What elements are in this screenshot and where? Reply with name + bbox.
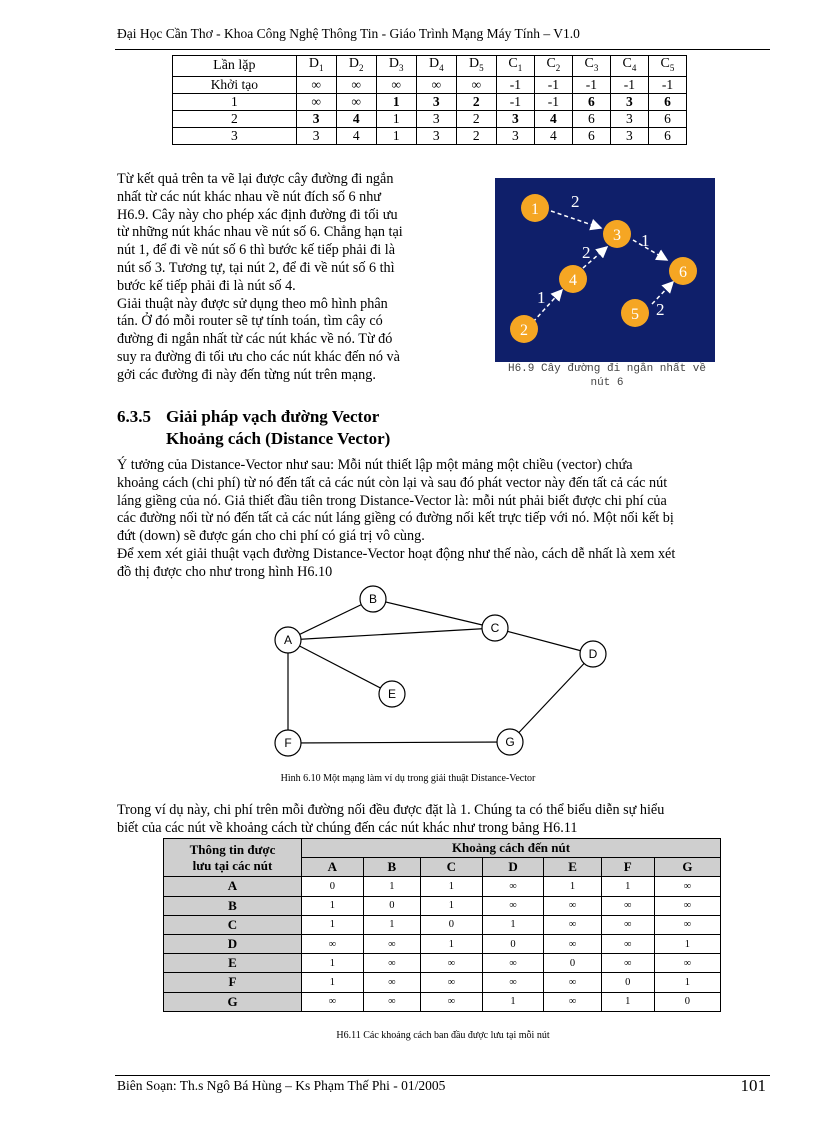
- table-header-cell: $D_4$: [416, 56, 456, 77]
- edge-g-d: [510, 654, 593, 742]
- column-header: C: [421, 858, 483, 877]
- figure-shortest-path-tree: [495, 178, 715, 362]
- column-header: A: [302, 858, 364, 877]
- graph-node: [379, 681, 405, 707]
- page-footer: Biên Soạn: Th.s Ngô Bá Hùng – Ks Phạm Thế Phi - 01/2005: [117, 1078, 446, 1093]
- caption-line: nút 6: [590, 377, 624, 389]
- iteration-table: [172, 55, 687, 145]
- table-header-cell: $C_1$: [496, 56, 534, 77]
- text-line: từ những nút khác nhau về nút số 6. Chẳng hạn tại: [117, 224, 403, 241]
- section-number: 6.3.5: [117, 407, 151, 426]
- table-cell: 3: [416, 127, 456, 144]
- table-cell: 1: [654, 934, 720, 953]
- tree-node: [621, 299, 649, 327]
- table-cell: 1: [482, 992, 544, 1011]
- svg-text:5: 5: [631, 306, 639, 323]
- figure-caption: [478, 362, 736, 390]
- text-line: các đường nối từ nó đến tất cả các nút láng giềng có đường nối kết trực tiếp với nó. Một nối kết bị: [117, 510, 674, 527]
- table-cell: ∞: [421, 973, 483, 992]
- network-graph: [260, 583, 620, 763]
- text-line: Để xem xét giải thuật vạch đường Distance-Vector hoạt động như thế nào, cách dễ nhất là xem xét: [117, 546, 676, 562]
- table-cell: 4: [336, 127, 376, 144]
- text-line: gởi các đường đi này đến từng nút trên mạng.: [117, 366, 376, 383]
- table-header-cell: Lần lặp: [173, 56, 297, 77]
- page-number: 101: [740, 1076, 766, 1095]
- svg-text:F: F: [284, 736, 292, 750]
- table-cell: 0: [601, 973, 654, 992]
- svg-text:G: G: [505, 735, 515, 749]
- table-cell: 1: [601, 877, 654, 896]
- table-row: [164, 877, 721, 896]
- table-cell: 4: [336, 110, 376, 127]
- table-cell: 1: [302, 973, 364, 992]
- table-cell: ∞: [296, 76, 336, 93]
- table-row: [164, 973, 721, 992]
- text-line: láng giềng của nó. Giả thiết đầu tiên trong Distance-Vector là: mỗi nút phải biết được chi phí của: [117, 492, 667, 509]
- row-header: D: [164, 934, 302, 953]
- row-header: G: [164, 992, 302, 1011]
- svg-text:2: 2: [520, 322, 528, 339]
- graph-node: [275, 627, 301, 653]
- figure-network-graph: [260, 583, 620, 763]
- table-cell: 4: [534, 110, 572, 127]
- graph-node: [275, 730, 301, 756]
- table-cell: ∞: [363, 992, 420, 1011]
- weight-label: 2: [656, 300, 665, 319]
- table-cell: -1: [534, 76, 572, 93]
- table-cell: 1: [421, 877, 483, 896]
- table-header-cell: $C_2$: [534, 56, 572, 77]
- table-cell: -1: [648, 76, 686, 93]
- table-cell: 1: [302, 915, 364, 934]
- table-cell: ∞: [336, 76, 376, 93]
- edge-a-c: [288, 628, 495, 640]
- edge-c-d: [495, 628, 593, 654]
- table-cell: ∞: [544, 934, 601, 953]
- text-line: biết của các nút về khoảng cách từ chúng đến các nút khác như trong bảng H6.11: [117, 819, 578, 836]
- paragraph-distance-vector-idea: [117, 457, 777, 546]
- table-cell: ∞: [601, 934, 654, 953]
- table-cell: ∞: [421, 992, 483, 1011]
- table-cell: ∞: [654, 954, 720, 973]
- text-line: khoảng cách (chi phí) từ nó đến tất cả các nút còn lại và sau đó phát vector này đến tất cả các nút: [117, 474, 668, 491]
- text-line: đứt (down) sẽ được gán cho chi phí có giá trị vô cùng.: [117, 528, 425, 545]
- table-cell: -1: [610, 76, 648, 93]
- table-cell: ∞: [654, 896, 720, 915]
- table-cell: ∞: [363, 973, 420, 992]
- paragraph-cost-explanation: [117, 802, 777, 838]
- tree-node: [669, 257, 697, 285]
- table-cell: 1: [173, 93, 297, 110]
- table-cell: ∞: [482, 877, 544, 896]
- row-header: F: [164, 973, 302, 992]
- table-cell: ∞: [302, 934, 364, 953]
- table-row: [173, 93, 687, 110]
- table-row: [164, 992, 721, 1011]
- text-line: suy ra đường đi tối ưu cho các nút khác đến nó và: [117, 348, 400, 365]
- svg-text:3: 3: [613, 227, 621, 244]
- table-cell: ∞: [296, 93, 336, 110]
- table-cell: 3: [173, 127, 297, 144]
- footer-rule: [115, 1075, 770, 1076]
- tree-node: [603, 220, 631, 248]
- column-header: G: [654, 858, 720, 877]
- svg-text:D: D: [588, 647, 598, 661]
- table-cell: 2: [456, 93, 496, 110]
- table-cell: 6: [572, 127, 610, 144]
- table-cell: 1: [363, 877, 420, 896]
- table-row: [164, 954, 721, 973]
- column-header: D: [482, 858, 544, 877]
- row-header: A: [164, 877, 302, 896]
- table-cell: 1: [376, 127, 416, 144]
- caption-line: H6.9 Cây đường đi ngắn nhất về: [507, 363, 707, 375]
- text-line: Trong ví dụ này, chi phí trên mỗi đường nối đều được đặt là 1. Chúng ta có thể biểu diễn sự hiểu: [117, 802, 665, 818]
- column-header: F: [601, 858, 654, 877]
- svg-text:A: A: [283, 633, 293, 647]
- table-cell: 2: [456, 110, 496, 127]
- table-cell: 0: [482, 934, 544, 953]
- header-rule: [115, 49, 770, 50]
- table-header-cell: $C_3$: [572, 56, 610, 77]
- table-cell: 1: [363, 915, 420, 934]
- text-line: nút số 3. Tương tự, tại nút 2, để đi về nút số 6 thì: [117, 259, 395, 276]
- table-cell: 1: [302, 954, 364, 973]
- table-cell: 3: [296, 110, 336, 127]
- page-header: Đại Học Cần Thơ - Khoa Công Nghệ Thông Tin - Giáo Trình Mạng Máy Tính – V1.0: [117, 26, 580, 41]
- text-line: bước kế tiếp phải đi là nút số 4.: [117, 277, 296, 294]
- column-header: E: [544, 858, 601, 877]
- table-row: [173, 110, 687, 127]
- table-cell: 6: [648, 110, 686, 127]
- table-row: [164, 934, 721, 953]
- table-cell: 6: [572, 110, 610, 127]
- column-header: B: [363, 858, 420, 877]
- table-cell: ∞: [654, 915, 720, 934]
- table-cell: 1: [601, 992, 654, 1011]
- table-cell: -1: [496, 93, 534, 110]
- table-header-cell: $D_5$: [456, 56, 496, 77]
- section-title-cont: Khoảng cách (Distance Vector): [166, 429, 391, 448]
- table-cell: 3: [416, 93, 456, 110]
- table-cell: 6: [572, 93, 610, 110]
- weight-label: 2: [571, 192, 580, 211]
- graph-node: [580, 641, 606, 667]
- table-row: [173, 76, 687, 93]
- tree-node: [510, 315, 538, 343]
- edge-b-c: [373, 599, 495, 628]
- table-cell: -1: [534, 93, 572, 110]
- edge-f-g: [288, 742, 510, 743]
- table-cell: ∞: [601, 915, 654, 934]
- table-cell: ∞: [601, 896, 654, 915]
- graph-node: [482, 615, 508, 641]
- table-cell: 2: [173, 110, 297, 127]
- text-line: tán. Ở đó mỗi router sẽ tự tính toán, tìm cây có: [117, 313, 383, 330]
- text-line: nhất từ các nút khác nhau về nút đích số 6 như: [117, 188, 381, 205]
- table-cell: ∞: [336, 93, 376, 110]
- graph-node: [360, 586, 386, 612]
- table-cell: 3: [610, 127, 648, 144]
- table-row: [173, 127, 687, 144]
- table-cell: 0: [421, 915, 483, 934]
- table-cell: 0: [363, 896, 420, 915]
- table-header-cell: $C_4$: [610, 56, 648, 77]
- table-header-cell: $D_3$: [376, 56, 416, 77]
- table-cell: ∞: [376, 76, 416, 93]
- table-header-cell: $D_1$: [296, 56, 336, 77]
- table-cell: ∞: [544, 992, 601, 1011]
- table-header-cell: $D_2$: [336, 56, 376, 77]
- paragraph-shortest-path-tree: [117, 171, 482, 385]
- table-cell: 3: [610, 93, 648, 110]
- table-row: [164, 915, 721, 934]
- weight-label: 1: [537, 288, 546, 307]
- table-cell: ∞: [363, 954, 420, 973]
- row-header: C: [164, 915, 302, 934]
- text-line: Từ kết quả trên ta vẽ lại được cây đường đi ngắn: [117, 171, 394, 187]
- text-line: Ý tưởng của Distance-Vector như sau: Mỗi nút thiết lập một mảng một chiều (vector) chứa: [117, 457, 633, 473]
- table-cell: 1: [302, 896, 364, 915]
- weight-label: 1: [641, 231, 650, 250]
- svg-text:E: E: [387, 687, 397, 701]
- table-cell: 0: [654, 992, 720, 1011]
- svg-text:B: B: [368, 592, 378, 606]
- text-line: đường đi ngắn nhất từ các nút khác về nó. Từ đó: [117, 331, 393, 348]
- table-cell: -1: [496, 76, 534, 93]
- table-cell: ∞: [302, 992, 364, 1011]
- table-cell: ∞: [544, 896, 601, 915]
- table-header-cell: $C_5$: [648, 56, 686, 77]
- table-cell: ∞: [544, 915, 601, 934]
- graph-node: [497, 729, 523, 755]
- text-line: Giải thuật này được sử dụng theo mô hình phân: [117, 295, 388, 312]
- table-cell: 3: [610, 110, 648, 127]
- table-cell: 2: [456, 127, 496, 144]
- table-cell: 0: [544, 954, 601, 973]
- table-row: [164, 896, 721, 915]
- table-cell: ∞: [482, 896, 544, 915]
- table-cell: ∞: [456, 76, 496, 93]
- distance-table: [163, 838, 721, 1012]
- svg-text:4: 4: [569, 272, 577, 289]
- row-header: E: [164, 954, 302, 973]
- row-header: B: [164, 896, 302, 915]
- table-cell: ∞: [544, 973, 601, 992]
- table-cell: 1: [421, 934, 483, 953]
- section-title: Giải pháp vạch đường Vector: [166, 407, 380, 426]
- table-cell: Khởi tạo: [173, 76, 297, 93]
- table-cell: 1: [654, 973, 720, 992]
- table-cell: 3: [296, 127, 336, 144]
- text-line: đồ thị được cho như trong hình H6.10: [117, 563, 333, 580]
- table-cell: 3: [416, 110, 456, 127]
- table-cell: 6: [648, 93, 686, 110]
- svg-text:C: C: [490, 621, 500, 635]
- table-cell: 4: [534, 127, 572, 144]
- figure-caption: Hình 6.10 Một mạng làm ví dụ trong giải thuật Distance-Vector: [280, 773, 536, 784]
- table-cell: ∞: [482, 973, 544, 992]
- text-line: H6.9. Cây này cho phép xác định đường đi tối ưu: [117, 206, 398, 223]
- edge-a-e: [288, 640, 392, 694]
- table-cell: ∞: [482, 954, 544, 973]
- tree-node: [521, 194, 549, 222]
- table-cell: -1: [572, 76, 610, 93]
- edge-3-6: [633, 240, 667, 260]
- table-cell: 6: [648, 127, 686, 144]
- column-group-header: Khoảng cách đến nút: [302, 839, 721, 858]
- paragraph-graph-intro: [117, 546, 777, 582]
- table-cell: ∞: [421, 954, 483, 973]
- table-cell: 1: [421, 896, 483, 915]
- svg-text:1: 1: [531, 201, 539, 218]
- tree-node: [559, 265, 587, 293]
- table-cell: 0: [302, 877, 364, 896]
- weight-label: 2: [582, 243, 591, 262]
- table-cell: ∞: [654, 877, 720, 896]
- edge-1-3: [551, 211, 601, 228]
- table-cell: 3: [496, 110, 534, 127]
- table-cell: 1: [376, 110, 416, 127]
- table-cell: 1: [482, 915, 544, 934]
- table-cell: ∞: [363, 934, 420, 953]
- table-caption: H6.11 Các khoảng cách ban đầu được lưu tại mỗi nút: [336, 1030, 550, 1041]
- table-cell: ∞: [416, 76, 456, 93]
- tree-diagram: [495, 178, 715, 362]
- row-header-label: Thông tin được lưu tại các nút: [164, 839, 302, 877]
- table-cell: 1: [376, 93, 416, 110]
- text-line: nút 1, để đi về nút số 6 thì bước kế tiếp phải đi là: [117, 242, 396, 259]
- svg-text:6: 6: [679, 264, 687, 281]
- table-cell: 3: [496, 127, 534, 144]
- edge-a-b: [288, 599, 373, 640]
- table-cell: ∞: [601, 954, 654, 973]
- table-cell: 1: [544, 877, 601, 896]
